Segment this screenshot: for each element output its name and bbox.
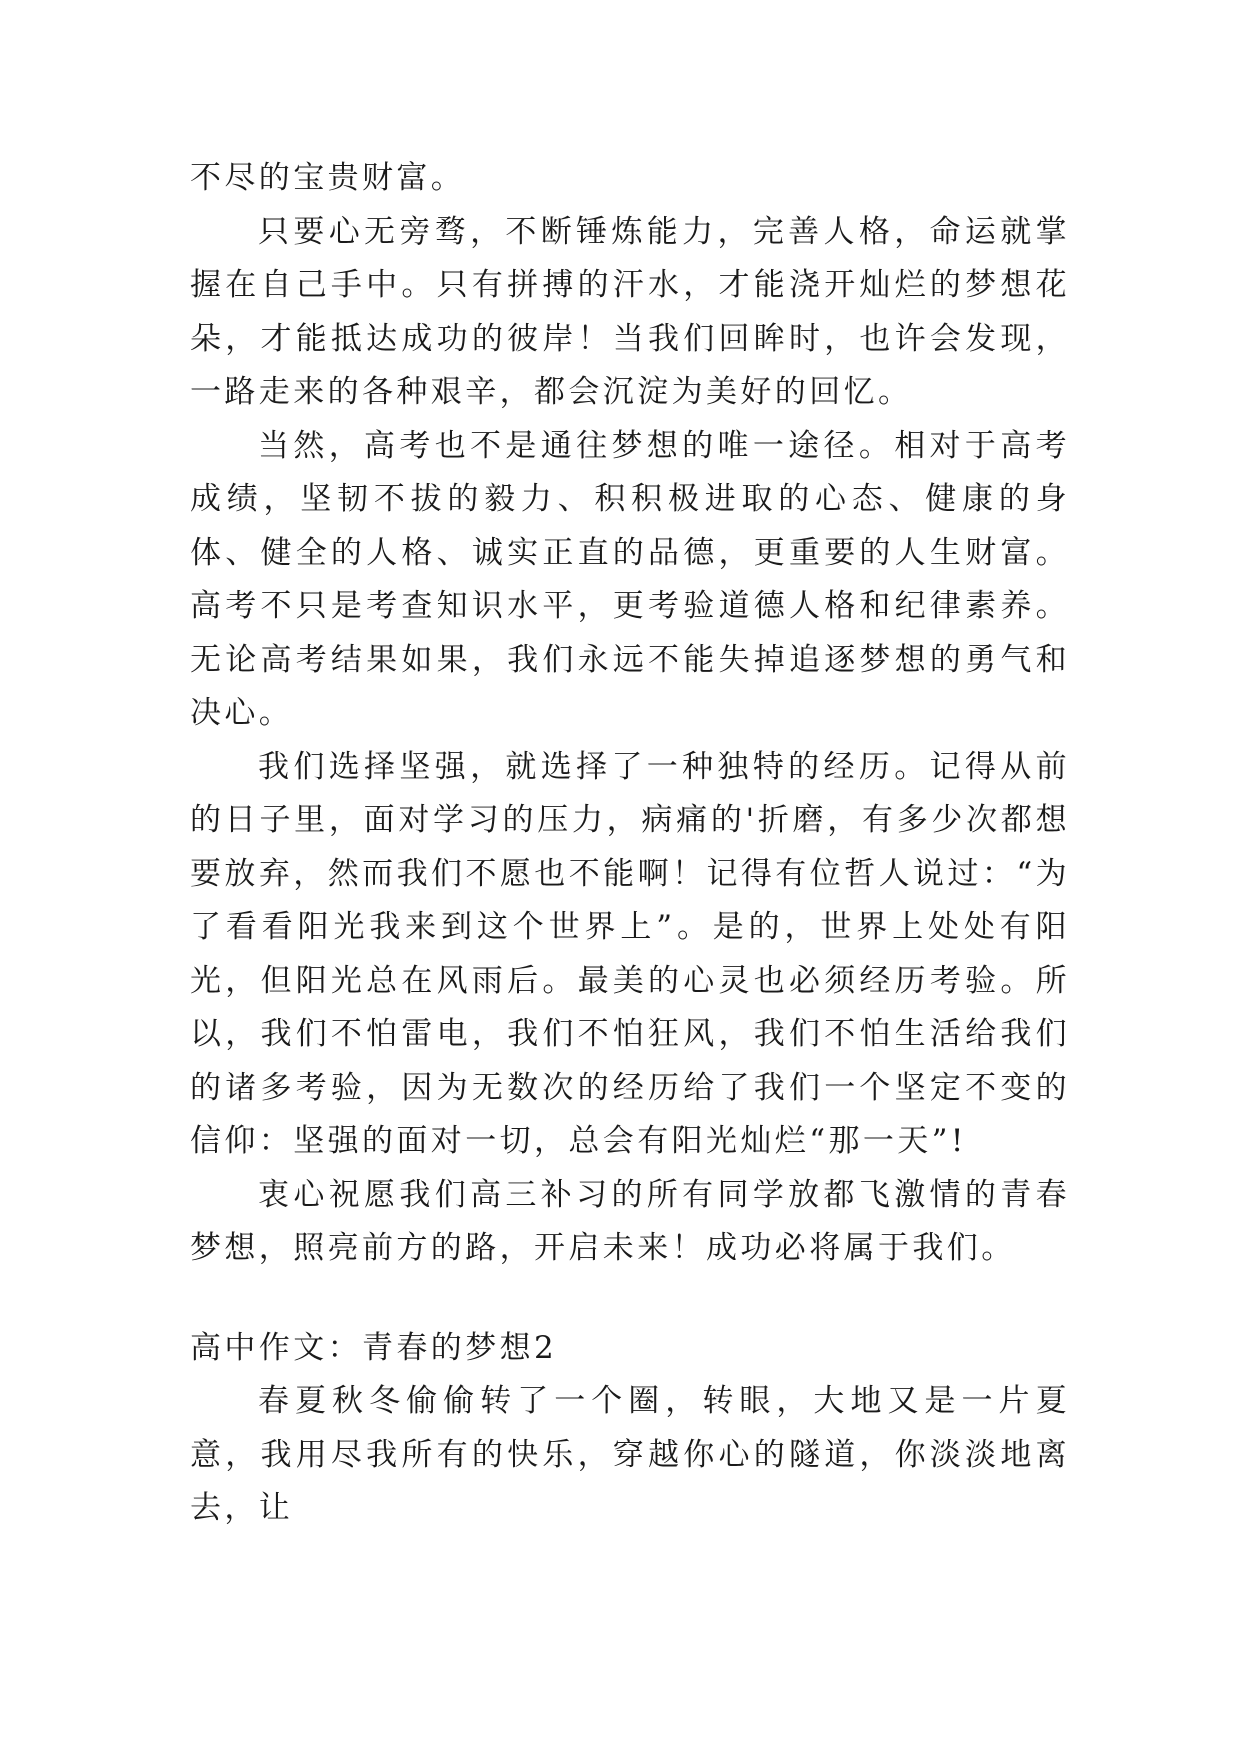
document-body [190, 152, 1070, 1536]
paragraph: 当然，高考也不是通往梦想的唯一途径。相对于高考成绩，坚韧不拔的毅力、积积极进取的心态、健康的身体、健全的人格、诚实正直的品德，更重要的人生财富。高考不只是考查知识水平，更考验道德人格和纪律素养。无论高考结果如果，我们永远不能失掉追逐梦想的勇气和决心。 [190, 427, 1070, 731]
paragraph: 只要心无旁骛，不断锤炼能力，完善人格，命运就掌握在自己手中。只有拼搏的汗水，才能浇开灿烂的梦想花朵，才能抵达成功的彼岸！当我们回眸时，也许会发现，一路走来的各种艰辛，都会沉淀为美好的回忆。 [190, 213, 1070, 410]
paragraph: 衷心祝愿我们高三补习的所有同学放都飞激情的青春梦想，照亮前方的路，开启未来！成功必将属于我们。 [190, 1176, 1070, 1266]
paragraph: 春夏秋冬偷偷转了一个圈，转眼，大地又是一片夏意，我用尽我所有的快乐，穿越你心的隧道，你淡淡地离去，让 [190, 1383, 1070, 1526]
paragraph-continuation: 不尽的宝贵财富。 [190, 160, 466, 196]
paragraph: 我们选择坚强，就选择了一种独特的经历。记得从前的日子里，面对学习的压力，病痛的'折磨，有多少次都想要放弃，然而我们不愿也不能啊！记得有位哲人说过：“为了看看阳光我来到这个世界上”。是的，世界上处处有阳光，但阳光总在风雨后。最美的心灵也必须经历考验。所以，我们不怕雷电，我们不怕狂风，我们不怕生活给我们的诸多考验，因为无数次的经历给了我们一个坚定不变的信仰：坚强的面对一切，总会有阳光灿烂“那一天”! [190, 748, 1070, 1159]
section-heading: 高中作文：青春的梦想2 [190, 1329, 558, 1366]
